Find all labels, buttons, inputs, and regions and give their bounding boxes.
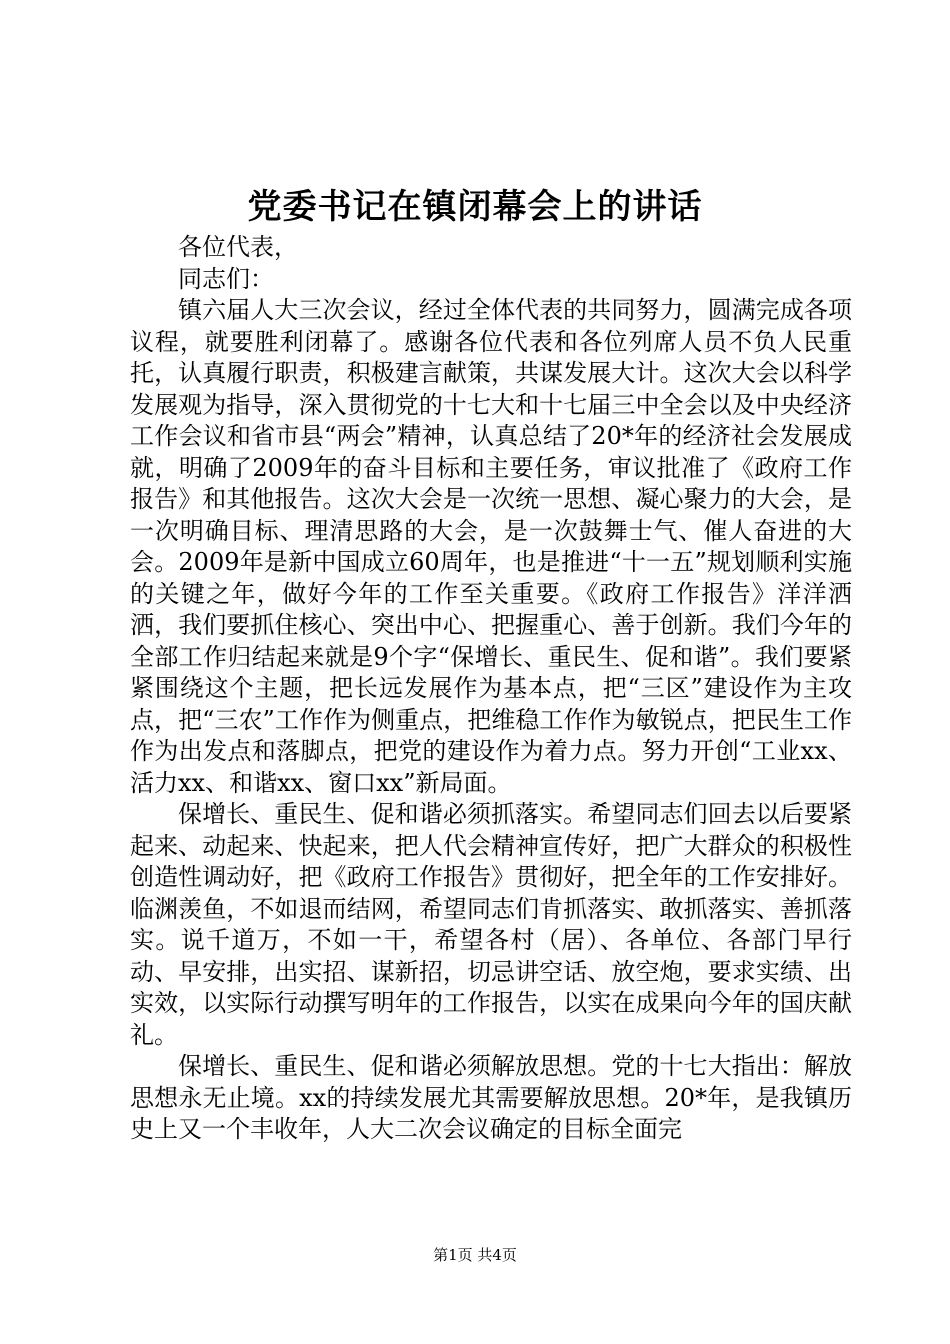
document-title: 党委书记在镇闭幕会上的讲话 bbox=[247, 187, 703, 227]
salutation-line: 同志们： bbox=[178, 264, 274, 293]
salutation-line: 各位代表， bbox=[178, 233, 298, 261]
body-paragraph: 保增长、重民生、促和谐必须抓落实。希望同志们回去以后要紧起来、动起来、快起来，把人代会精神宣传好，把广大群众的积极性创造性调动好，把《政府工作报告》贯彻好，把全年的工作安排好。临渊羡鱼，不如退而结网，希望同志们肯抓落实、敢抓落实、善抓落实。说千道万，不如一干，希望各村（居）、各单位、各部门早行动、早安排，出实招、谋新招，切忌讲空话、放空炮，要求实绩、出实效，以实际行动撰写明年的工作报告，以实在成果向今年的国庆献礼。 bbox=[130, 800, 852, 1049]
body-paragraph: 保增长、重民生、促和谐必须解放思想。党的十七大指出：解放思想永无止境。xx的持续发展尤其需要解放思想。20*年，是我镇历史上又一个丰收年，人大二次会议确定的目标全面完 bbox=[130, 1052, 852, 1143]
page-number-footer: 第1页 共4页 bbox=[433, 1246, 517, 1264]
document-body bbox=[130, 232, 852, 1146]
body-paragraph: 镇六届人大三次会议，经过全体代表的共同努力，圆满完成各项议程，就要胜利闭幕了。感谢各位代表和各位列席人员不负人民重托，认真履行职责，积极建言献策，共谋发展大计。这次大会以科学发展观为指导，深入贯彻党的十七大和十七届三中全会以及中央经济工作会议和省市县“两会”精神，认真总结了20*年的经济社会发展成就，明确了2009年的奋斗目标和主要任务，审议批准了《政府工作报告》和其他报告。这次大会是一次统一思想、凝心聚力的大会，是一次明确目标、理清思路的大会，是一次鼓舞士气、催人奋进的大会。2009年是新中国成立60周年，也是推进“十一五”规划顺利实施的关键之年，做好今年的工作至关重要。《政府工作报告》洋洋洒洒，我们要抓住核心、突出中心、把握重心、善于创新。我们今年的全部工作归结起来就是9个字“保增长、重民生、促和谐”。我们要紧紧围绕这个主题，把长远发展作为基本点，把“三区”建设作为主攻点，把“三农”工作作为侧重点，把维稳工作作为敏锐点，把民生工作作为出发点和落脚点，把党的建设作为着力点。努力开创“工业xx、活力xx、和谐xx、窗口xx”新局面。 bbox=[130, 296, 852, 797]
